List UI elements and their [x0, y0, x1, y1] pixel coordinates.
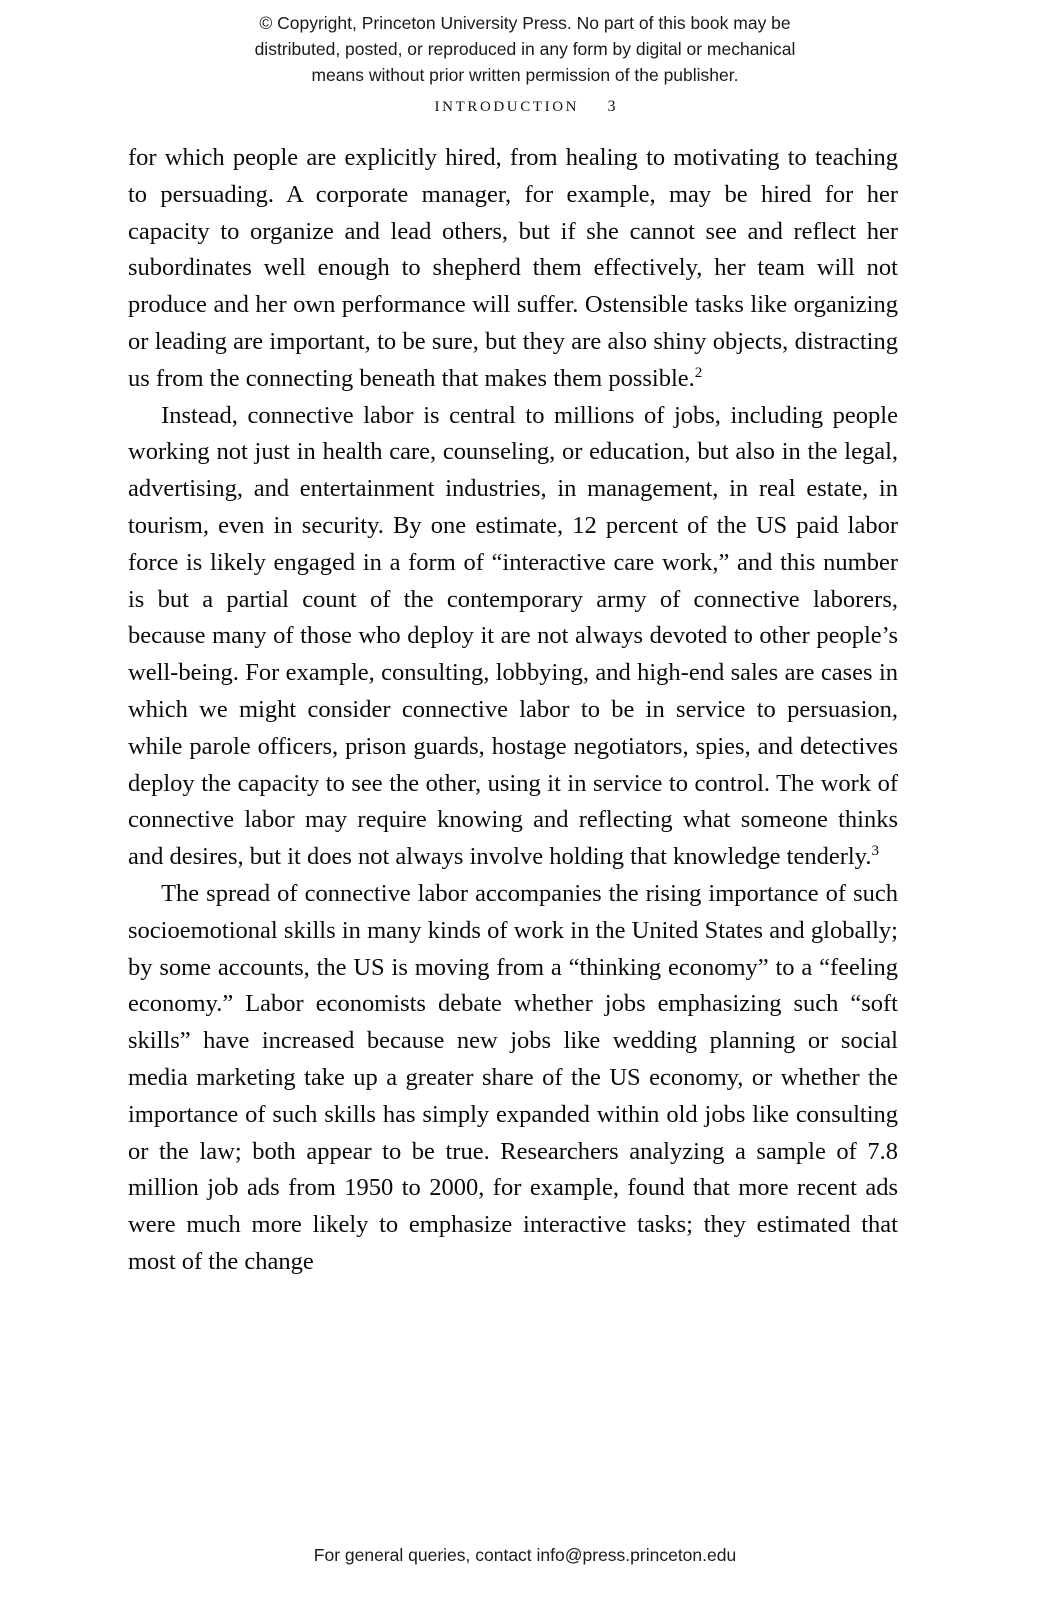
paragraph-1: [128, 140, 898, 398]
running-head: [0, 98, 1050, 116]
paragraph-3: [128, 876, 898, 1281]
footnote-marker-2: 2: [694, 363, 703, 381]
paragraph-2-text: Instead, connective labor is central to millions of jobs, including people working not just in health care, counseling, or education, but also in the legal, advertising, and entertainment industries, in management, in real estate, in tourism, even in security. By one estimate, 12 percent of the US paid labor force is likely engaged in a form of “interactive care work,” and this number is but a partial count of the contemporary army of connective laborers, because many of those who deploy it are not always devoted to other people’s well-being. For example, consulting, lobbying, and high-end sales are cases in which we might consider connective labor to be in service to persuasion, while parole officers, prison guards, hostage negotiators, spies, and detectives deploy the capacity to see the other, using it in service to control. The work of connective labor may require knowing and reflecting what someone thinks and desires, but it does not always involve holding that knowledge tenderly.: [128, 401, 898, 871]
copyright-notice: [0, 10, 1050, 88]
paragraph-2: [128, 398, 898, 876]
footnote-marker-3: 3: [871, 841, 880, 859]
copyright-line-3: means without prior written permission of the publisher.: [311, 65, 739, 85]
copyright-line-1: © Copyright, Princeton University Press. No part of this book may be: [259, 13, 791, 33]
page-number: 3: [607, 98, 616, 115]
paragraph-1-text: for which people are explicitly hired, from healing to motivating to teaching to persuading. A corporate manager, for example, may be hired for her capacity to organize and lead others, but if she cannot see and reflect her subordinates well enough to shepherd them effectively, her team will not produce and her own performance will suffer. Ostensible tasks like organizing or leading are important, to be sure, but they are also shiny objects, distracting us from the connecting beneath that makes them possible.: [128, 144, 898, 392]
paragraph-3-text: The spread of connective labor accompanies the rising importance of such socioemotional skills in many kinds of work in the United States and globally; by some accounts, the US is moving from a “thinking economy” to a “feeling economy.” Labor economists debate whether jobs emphasizing such “soft skills” have increased because new jobs like wedding planning or social media marketing take up a greater share of the US economy, or whether the importance of such skills has simply expanded within old jobs like consulting or the law; both appear to be true. Researchers analyzing a sample of 7.8 million job ads from 1950 to 2000, for example, found that more recent ads were much more likely to emphasize interactive tasks; they estimated that most of the change: [128, 879, 898, 1275]
body-text-column: [128, 140, 898, 1281]
running-head-label: INTRODUCTION: [434, 99, 580, 115]
footer-queries-note: For general queries, contact info@press.princeton.edu: [313, 1545, 737, 1565]
copyright-line-2: distributed, posted, or reproduced in any form by digital or mechanical: [254, 39, 796, 59]
